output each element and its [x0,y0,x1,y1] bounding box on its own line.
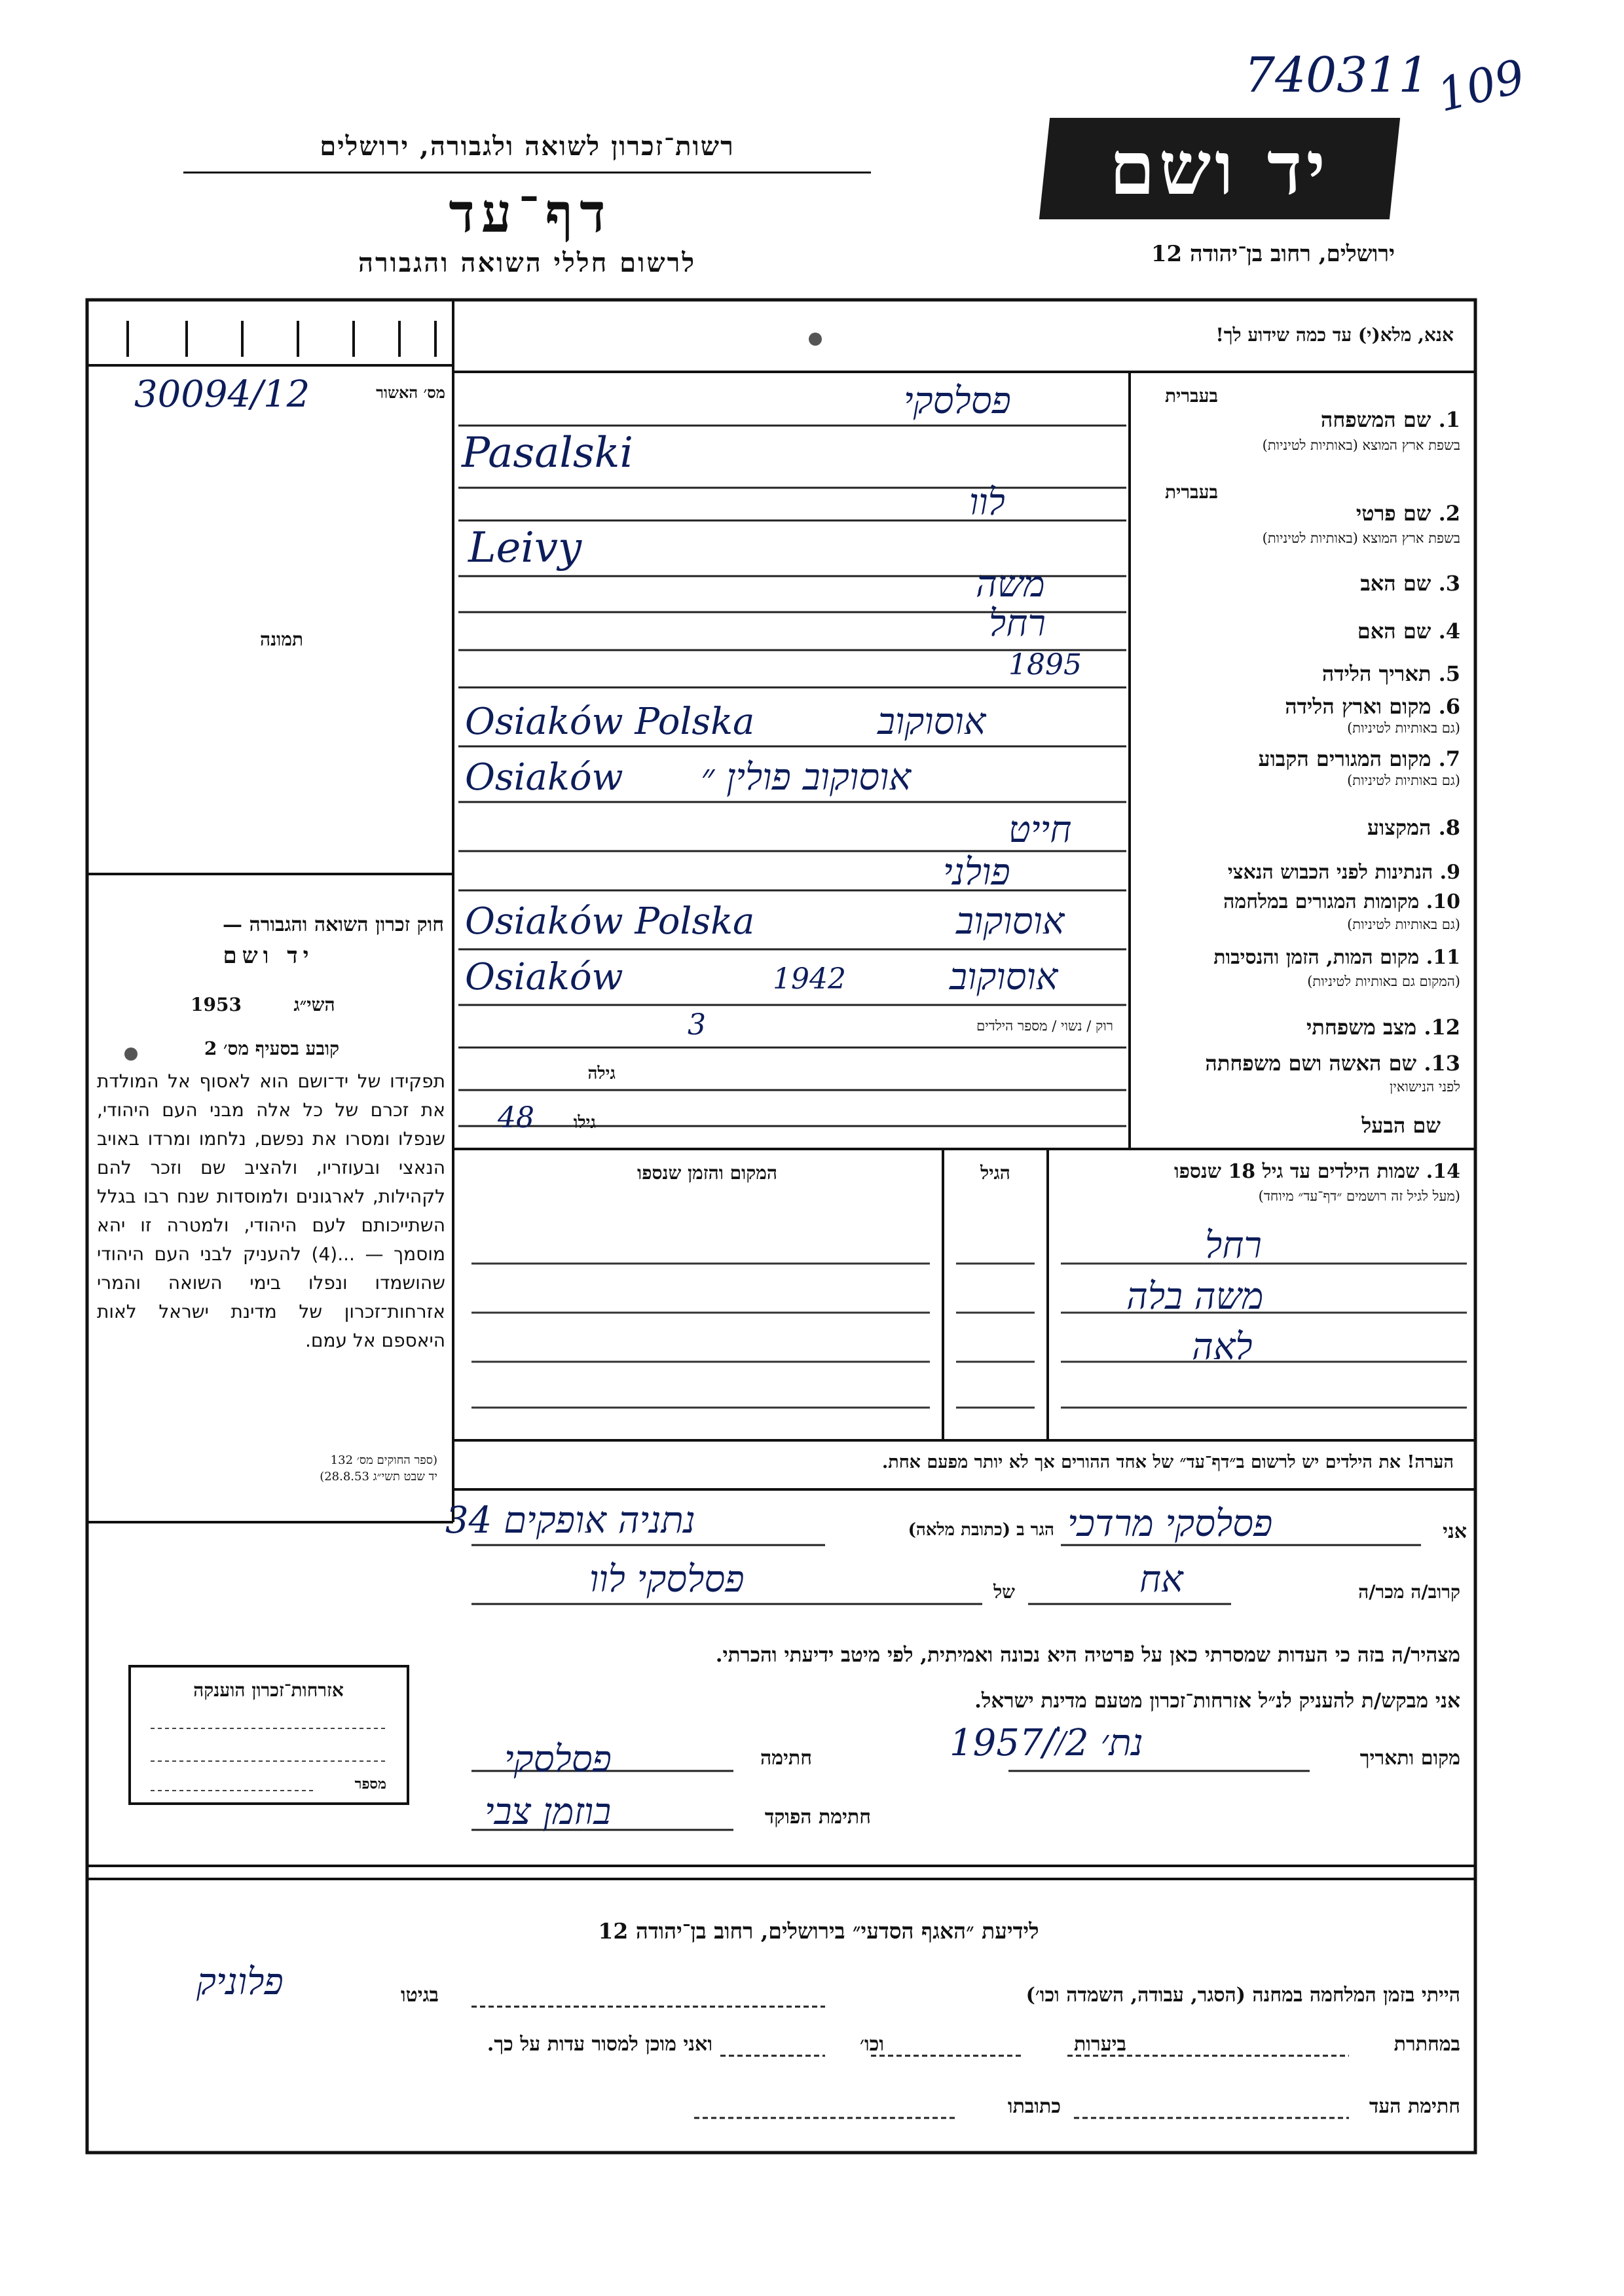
wartime-residence-latin: Osiaków Polska [465,900,755,943]
witness-line-1: הייתי בזמן המלחמה במחנה (הסגר, עבודה, השמדה וכו׳) [1025,1984,1460,2007]
form-subtitle: לרשום חללי השואה והגבורה [358,247,697,278]
certificate-label: מס׳ האשור [376,383,445,402]
first-name-hebrew: לוו [969,481,1005,524]
child-name-3: לאה [1192,1326,1253,1368]
hiding-label: במחתרת [1393,2033,1460,2056]
death-year: 1942 [773,962,846,996]
field-1-sub: בשפת ארץ המוצא (באותיות לטיניות) [1262,437,1460,453]
field-13-sub: לפני הנישואין [1390,1079,1460,1095]
surname-hebrew: פסלסקי [904,380,1011,422]
father-name: משה [976,563,1045,606]
death-place-hebrew: אוסוקוב [950,956,1058,998]
archive-stamp-number: 740311 [1244,47,1430,103]
husband-age-label: גילו [573,1113,596,1133]
law-text: תפקידו של יד־ושם הוא לאסוף אל המולדת את זכרם של כל אלה מבני העם היהודי, שנפלו ומסרו את נפשם, נלחמו ומרדו באויב הנאצי ובעוזריו, ולהציב שם וזכר להם לקהילות, לארגונים ולמוסדות שנח רבו בגלל השתייכותם לעם היהודי, ולמטרה זו יהא מוסמך — ...(4) להעניק לבני העם היהודי שהושמדו ונפלו בימי השואה והמרי אזרחות־זכרון של מדינת ישראל לאות היאספם אל עמם. [97,1070,445,1351]
field-6-sub: (גם באותיות לטיניות) [1347,720,1460,736]
field-1-label: 1. שם המשפחה [1320,407,1460,432]
husband-age-value: 48 [498,1101,534,1135]
field-12-label: 12. מצב משפחתי [1306,1015,1460,1040]
yad-vashem-logo: יד ושם [1039,118,1400,219]
death-place-latin: Osiaków [465,956,623,998]
ready-label: ואני מוכן למסור עדות על כך. [487,2033,712,2056]
witness-title: לידיעת ״האגף הסדעי״ בירושלים, רחוב בן־יהודה 12 [598,1918,1039,1944]
hebrew-label-2: בעברית [1164,481,1218,503]
hebrew-label-1: בעברית [1164,385,1218,407]
witness-address-label: כתובתו [1007,2095,1061,2118]
field-12-inline-sub: רוק / נשוי / מספר הילדים [976,1018,1113,1034]
field-6-label: 6. מקום וארץ הלידה [1285,694,1460,719]
field-7-label: 7. מקום המגורים הקבוע [1258,746,1460,771]
of-label: של [993,1581,1015,1603]
place-date-label: מקום ותאריך [1359,1747,1460,1770]
witness-signature-label: חתימת העד [1369,2095,1460,2118]
relative-name: פסלסקי לוו [589,1558,745,1601]
declarant-name: פסלסקי מרדכי [1067,1503,1273,1545]
certificate-number-value: 30094/12 [134,373,310,416]
field-11-label: 11. מקום המות, הזמן והנסיבות [1213,946,1460,969]
field-13-label: 13. שם האשה ושם משפחתה [1205,1051,1460,1076]
wife-age-label: גילה [587,1064,616,1084]
birth-date: 1895 [1008,648,1082,682]
photo-label: תמונה [259,629,304,650]
field-2-label: 2. שם פרטי [1356,501,1460,526]
mother-name: רחל [989,602,1046,645]
field-10-sub: (גם באותיות לטיניות) [1347,917,1460,932]
declarant-i-label: אני [1443,1520,1467,1543]
law-section: קובע בסעיף מס׳ 2 [204,1038,340,1059]
law-year: 1953 [191,994,242,1015]
citizenship-value: פולני [943,851,1010,894]
place-date-value: נת׳ 2/ׁׂׂ/1957 [950,1722,1143,1764]
children-label: 14. שמות הילדים עד גיל 18 שנספו [1173,1160,1460,1183]
logo-address: ירושלים, רחוב בן־יהודה 12 [1151,241,1395,267]
ghetto-label: בגיטו [400,1984,439,2007]
surname-latin: Pasalski [462,429,633,477]
field-8-label: 8. המקצוע [1367,815,1460,840]
children-sub: (מעל לגיל זה רושמים ״דף־עד״ מיוחד) [1258,1188,1460,1204]
law-footnote-1: (ספר החוקים מס׳ 132 [330,1453,437,1467]
birthplace-hebrew: אוסוקוב [877,701,986,743]
child-name-2: משה בלה [1126,1275,1264,1318]
field-2-sub: בשפת ארץ המוצא (באותיות לטיניות) [1262,530,1460,546]
request-text: אני מבקש/ת להעניק לנ״ל אזרחות־זכרון מטעם מדינת ישראל. [974,1689,1460,1713]
field-5-label: 5. תאריך הלידה [1321,661,1460,686]
ghetto-value: פלוניק [196,1961,284,2003]
children-count: 3 [688,1008,706,1042]
declarant-signature: פסלסקי [504,1738,612,1781]
field-9-label: 9. הנתינות לפני הכבוש הנאצי [1227,861,1460,884]
child-name-1: רחל [1205,1224,1262,1267]
forest-label: ביערות [1073,2033,1126,2056]
relation-label: קרוב/ה מכר/ה [1358,1581,1460,1603]
first-name-latin: Leivy [468,524,582,572]
wartime-residence-hebrew: אוסוקוב [956,900,1065,943]
declarant-address: נתניה אופקים 34 [445,1499,695,1542]
husband-name-label: שם הבעל [1361,1113,1441,1138]
law-footnote-2: יד שבט תשי״ג 28.8.53) [320,1470,437,1484]
declarant-resident-label: הגר ב (כתובת מלאה) [908,1520,1054,1540]
etc-label: וכו׳ [860,2033,884,2056]
residence-latin: Osiaków [465,756,623,799]
field-4-label: 4. שם האם [1357,619,1460,644]
profession-value: חייט [1008,809,1072,851]
officer-signature: בוזמן צבי [485,1791,612,1833]
declaration-text: מצהיר/ה בזה כי העדות שמסרתי כאן על פרטיה היא נכונה ואמיתית, לפי מיטב ידיעתי והכרתי. [715,1643,1460,1667]
residence-hebrew: אוסוקוב פולין ״ [701,756,912,799]
law-subtitle: יד ושם [223,943,314,969]
birthplace-latin: Osiaków Polska [465,701,755,743]
form-title: דף־עד [449,182,612,245]
relation-value: אח [1139,1558,1183,1601]
signature-label: חתימה [760,1747,812,1770]
officer-signature-label: חתימת הפוקד [764,1806,871,1829]
children-place-header: המקום והזמן שנספו [637,1162,777,1184]
citizenship-box-title: אזרחות־זכרון הוענקה [193,1679,344,1701]
authority-title: רשות־זכרון לשואה ולגבורה, ירושלים [320,131,735,162]
fill-instruction: אנא, מלא(י) עד כמה שידוע לך! [1215,324,1454,346]
field-3-label: 3. שם האב [1360,571,1460,596]
law-title: חוק זכרון השואה והגבורה — [223,913,444,936]
children-age-header: הגיל [980,1162,1010,1184]
field-10-label: 10. מקומות המגורים במלחמה [1223,890,1460,913]
archive-stamp-suffix: 109 [1432,49,1530,122]
citizenship-box-number-label: מספר [354,1776,386,1793]
field-11-sub: (המקום גם באותיות לטיניות) [1307,974,1460,989]
field-7-sub: (גם באותיות לטיניות) [1347,773,1460,788]
children-note: הערה! את הילדים יש לרשום ב״דף־עד״ של אחד ההורים אך לא יותר מפעם אחת. [881,1452,1454,1472]
law-year-hebrew: השי״ג [293,994,335,1015]
